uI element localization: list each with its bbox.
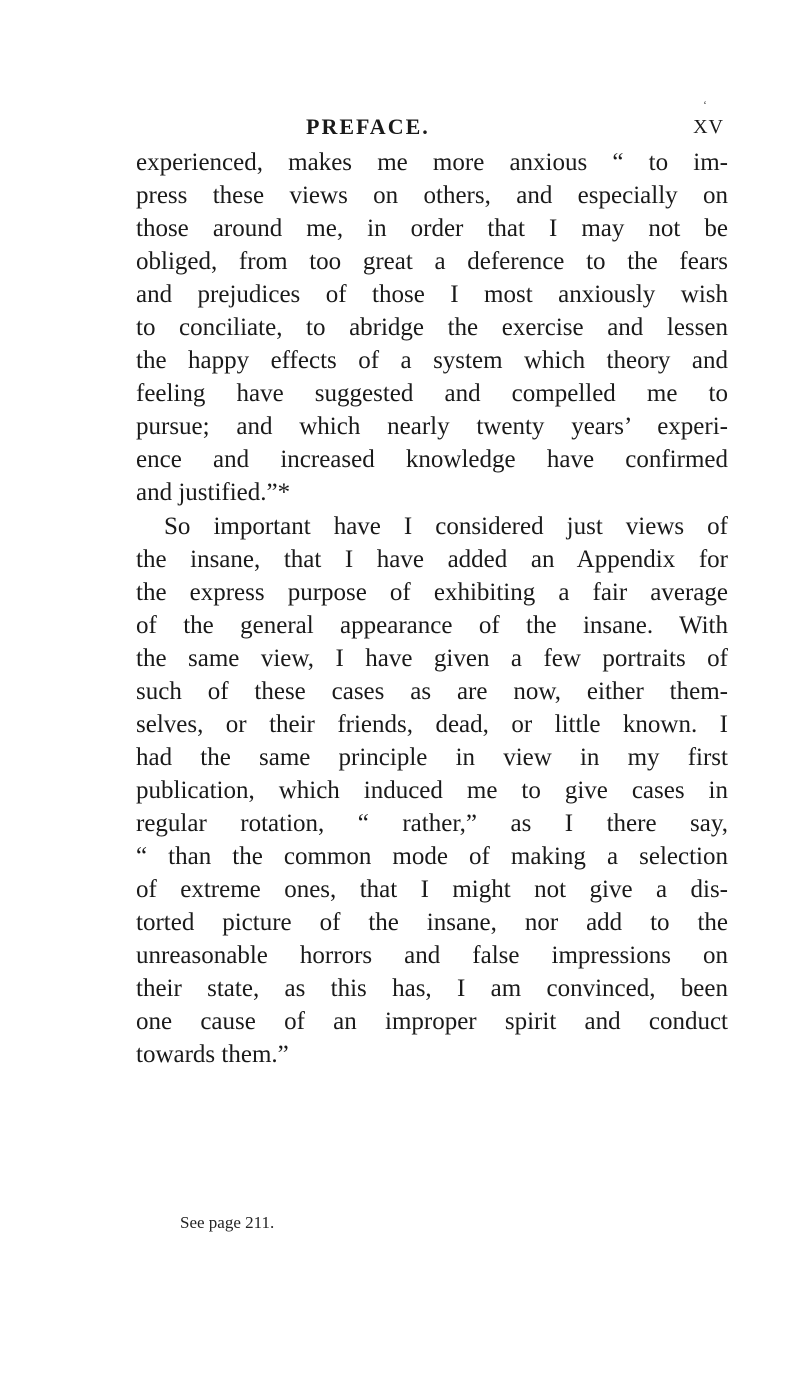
text-line: the happy effects of a system which theory and [136,347,728,375]
footnote: See page 211. [180,1213,275,1232]
text-line: publication, which induced me to give cases in [136,776,728,804]
text-line: obliged, from too great a deference to the fears [136,248,728,276]
text-line: feeling have suggested and compelled me to [136,380,728,408]
text-line: one cause of an improper spirit and conduct [136,1008,728,1036]
text-line: had the same principle in view in my first [136,743,728,771]
text-line: unreasonable horrors and false impressions on [136,942,728,970]
text-line: such of these cases as are now, either them- [136,677,728,705]
body-text [136,146,728,1071]
text-line: those around me, in order that I may not be [136,215,728,243]
paragraph-end-line: towards them.” [136,1041,289,1069]
text-line: of extreme ones, that I might not give a dis- [136,876,728,904]
page-number: XV [693,116,724,138]
text-line: regular rotation, “ rather,” as I there say, [136,809,728,837]
corner-mark: ‘ [703,98,707,112]
text-line: of the general appearance of the insane. With [136,611,728,639]
paragraph-start-line: So important have I considered just views of [164,512,728,540]
text-line: pursue; and which nearly twenty years’ experi- [136,413,728,441]
text-line: to conciliate, to abridge the exercise and lessen [136,314,728,342]
running-head [306,112,724,142]
text-line: press these views on others, and especially on [136,182,728,210]
text-line: “ than the common mode of making a selection [136,842,728,870]
text-line: the insane, that I have added an Appendix for [136,545,728,573]
running-head-title: PREFACE. [306,114,430,139]
text-line: ence and increased knowledge have confirmed [136,446,728,474]
text-line: the same view, I have given a few portraits of [136,644,728,672]
text-line: the express purpose of exhibiting a fair average [136,578,728,606]
text-line: their state, as this has, I am convinced, been [136,975,728,1003]
text-line: torted picture of the insane, nor add to the [136,909,728,937]
text-line: selves, or their friends, dead, or little known. I [136,710,728,738]
paragraph-end-line: and justified.”* [136,479,291,507]
text-line: and prejudices of those I most anxiously wish [136,281,728,309]
text-line: experienced, makes me more anxious “ to im- [136,149,728,176]
